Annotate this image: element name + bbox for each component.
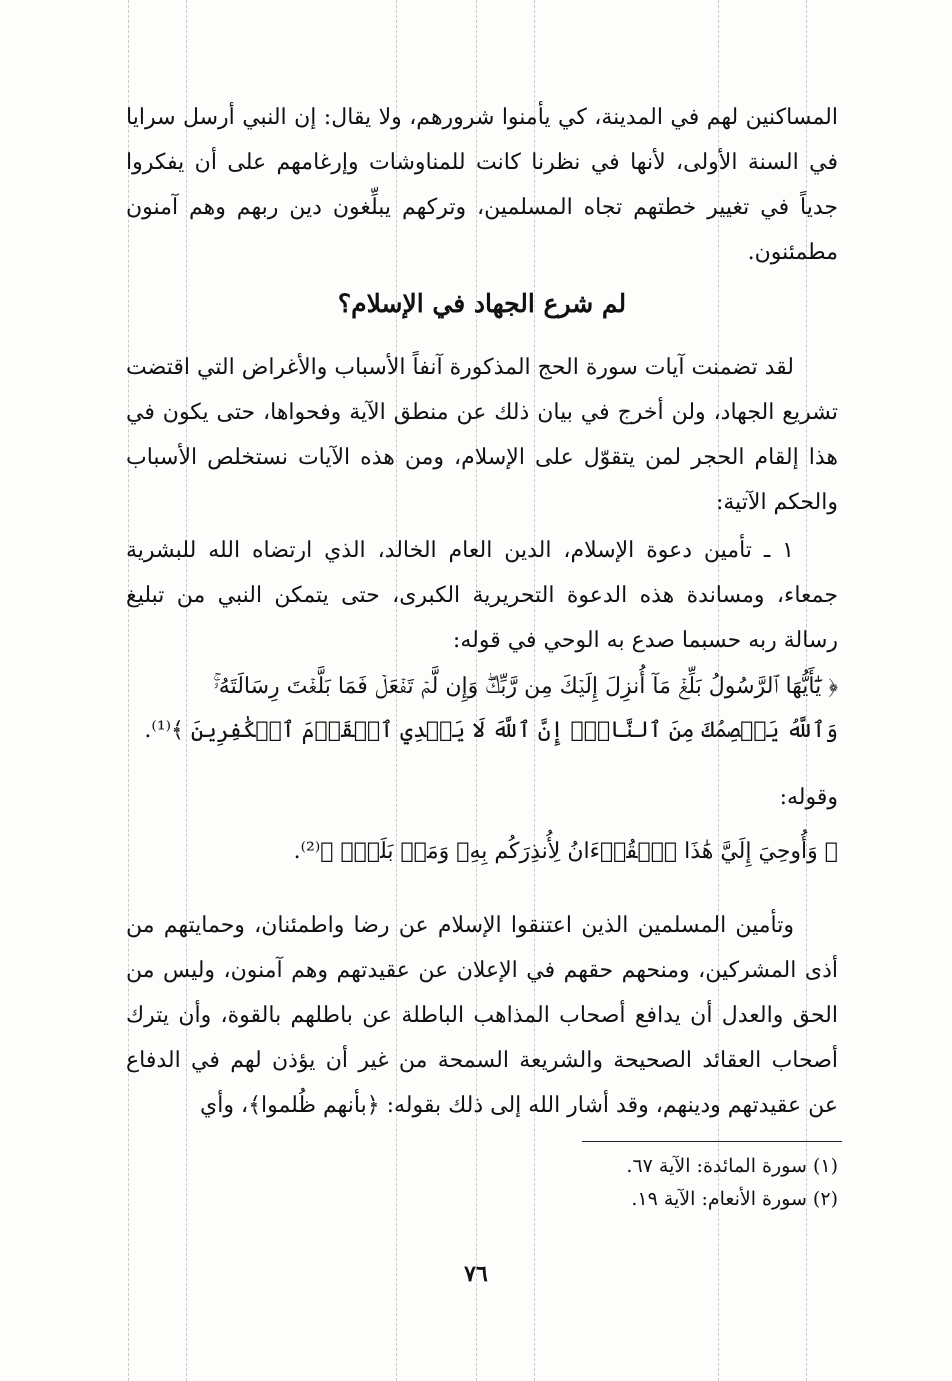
paragraph-3-text: ١ ـ تأمين دعوة الإسلام، الدين العام الخالد، الذي ارتضاه الله للبشرية جمعاء، ومساندة هذه الدعوة التحريرية الكبرى، حتى يتمكن النبي من تبليغ رسالة ربه حسبما صدع به الوحي في قوله:: [126, 538, 838, 653]
paragraph-4: [126, 903, 838, 1128]
paragraph-4-text: وتأمين المسلمين الذين اعتنقوا الإسلام عن رضا واطمئنان، وحمايتهم من أذى المشركين، ومنحهم حقهم في الإعلان عن عقيدتهم وهم آمنون، وليس من الحق والعدل أن يدافع أصحاب المذاهب الباطلة عن باطلهم بالقوة، وأن يترك أصحاب العقائد الصحيحة والشريعة السمحة من غير أن يؤذن لهم في الدفاع عن عقيدتهم ودينهم، وقد أشار الله إلى ذلك بقوله: ﴿بأنهم ظُلموا﴾، وأي: [126, 913, 838, 1118]
footnotes: [126, 1150, 838, 1216]
quran-verse-1-line-1: ﴿ يَٰٓأَيُّهَا ٱلرَّسُولُ بَلِّغۡ مَآ أُنزِلَ إِلَيۡكَ مِن رَّبِّكَۖ وَإِن لَّمۡ تَفۡعَلۡ فَمَا بَلَّغۡتَ رِسَالَتَهُۥۚ: [213, 674, 838, 699]
paragraph-1-text: المساكنين لهم في المدينة، كي يأمنوا شرورهم، ولا يقال: إن النبي أرسل سرايا في السنة الأولى، لأنها في نظرنا كانت للمناوشات وإرغامهم على أن يفكروا جدياً في تغيير خطتهم تجاه المسلمين، وتركهم يبلِّغون دين ربهم وهم آمنون مطمئنون.: [126, 105, 838, 265]
footnote-1: (١) سورة المائدة: الآية ٦٧.: [626, 1155, 838, 1177]
page-number: ٧٦: [464, 1261, 488, 1287]
paragraph-2-text: لقد تضمنت آيات سورة الحج المذكورة آنفاً الأسباب والأغراض التي اقتضت تشريع الجهاد، ولن أخرج في بيان ذلك عن منطق الآية وفحواها، حتى يكون في هذا إلقام الحجر لمن يتقوّل على الإسلام، ومن هذه الآيات نستخلص الأسباب والحكم الآتية:: [126, 355, 839, 515]
quran-verse-1-line-2: وَٱللَّهُ يَعۡصِمُكَ مِنَ ٱلنَّاسِۗ إِنَّ ٱللَّهَ لَا يَهۡدِي ٱلۡقَوۡمَ ٱلۡكَٰفِرِينَ ﴾⁽¹⁾.: [144, 718, 838, 743]
section-heading: لم شرع الجهاد في الإسلام؟: [337, 289, 627, 318]
footnote-separator: [582, 1141, 842, 1142]
paragraph-2: [126, 345, 838, 525]
and-his-saying-label: وقوله:: [779, 785, 838, 810]
quran-verse-2: ﴿ وَأُوحِيَ إِلَيَّ هَٰذَا ٱلۡقُرۡءَانُ لِأُنذِرَكُم بِهِۦ وَمَنۢ بَلَغَۚ ﴾⁽²⁾.: [293, 839, 838, 864]
footnote-2: (٢) سورة الأنعام: الآية ١٩.: [631, 1188, 838, 1210]
quran-verse-1: [126, 665, 838, 753]
paragraph-continuation: [126, 95, 838, 275]
paragraph-3: [126, 528, 838, 663]
